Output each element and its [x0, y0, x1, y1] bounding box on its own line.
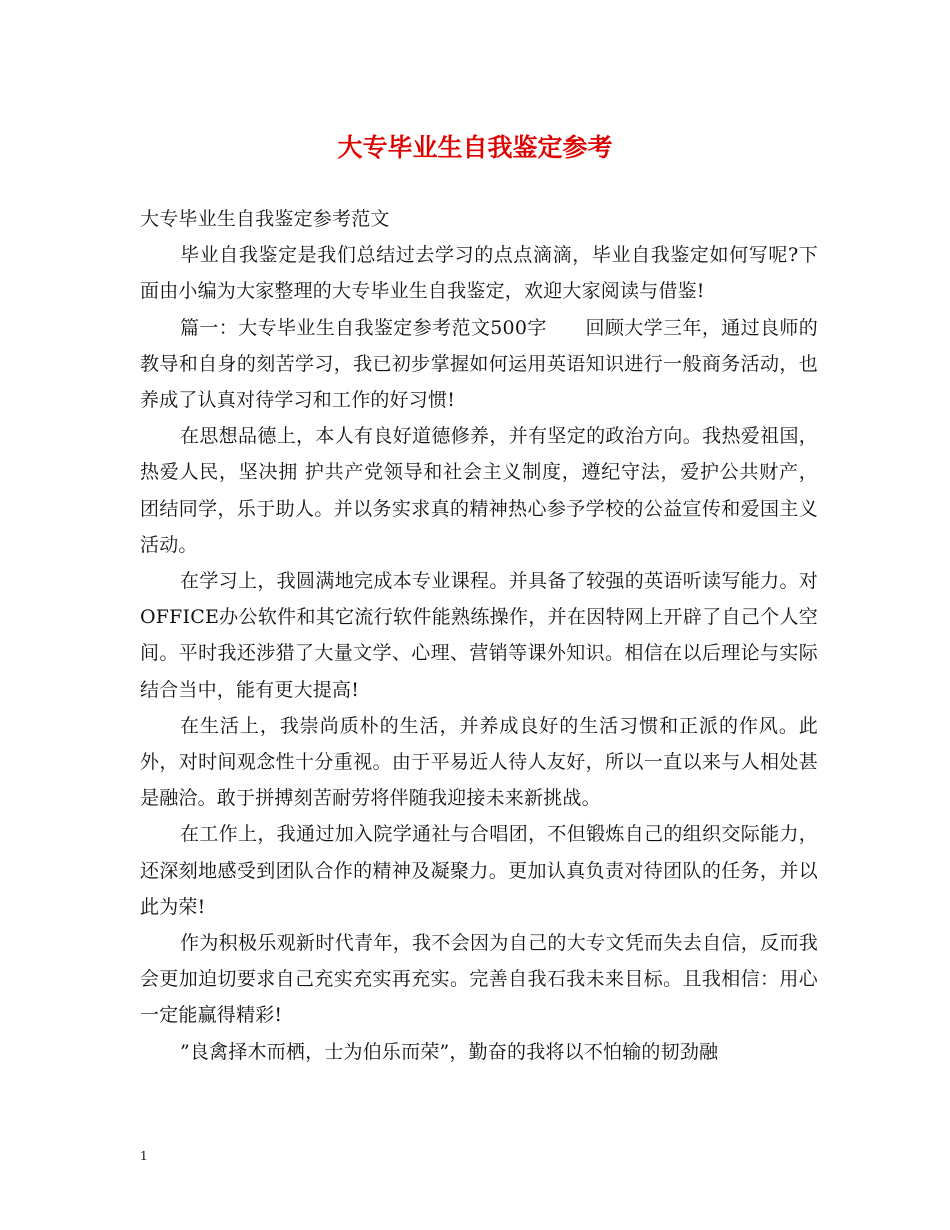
- paragraph-outlook: 作为积极乐观新时代青年，我不会因为自己的大专文凭而失去自信，反而我会更加迫切要求自己充实充实再充实。完善自我石我未来目标。且我相信：用心一定能赢得精彩!: [140, 932, 818, 1027]
- paragraph-life: 在生活上，我崇尚质朴的生活，并养成良好的生活习惯和正派的作风。此外，对时间观念性十分重视。由于平易近人待人友好，所以一直以来与人相处甚是融洽。敢于拼搏刻苦耐劳将伴随我迎接未来新挑战。: [140, 714, 818, 810]
- paragraph-morality: 在思想品德上，本人有良好道德修养，并有坚定的政治方向。我热爱祖国，热爱人民，坚决拥 护共产党领导和社会主义制度，遵纪守法，爱护公共财产，团结同学，乐于助人。并以务实求真的精神热心参予学校的公益宣传和爱国主义活动。: [140, 425, 818, 556]
- paragraph-intro: 毕业自我鉴定是我们总结过去学习的点点滴滴，毕业自我鉴定如何写呢?下面由小编为大家整理的大专毕业生自我鉴定，欢迎大家阅读与借鉴!: [140, 244, 818, 303]
- document-body: [140, 201, 818, 1070]
- paragraph-work: 在工作上，我通过加入院学通社与合唱团，不但锻炼自己的组织交际能力，还深刻地感受到团队合作的精神及凝聚力。更加认真负责对待团队的任务，并以此为荣!: [140, 823, 818, 918]
- document-title: 大专毕业生自我鉴定参考: [337, 133, 613, 162]
- paragraph-chapter-one: 篇一：大专毕业生自我鉴定参考范文500字 回顾大学三年，通过良师的教导和自身的刻苦学习，我已初步掌握如何运用英语知识进行一般商务活动，也养成了认真对待学习和工作的好习惯!: [140, 316, 818, 412]
- paragraph-subtitle: 大专毕业生自我鉴定参考范文: [140, 208, 390, 230]
- paragraph-closing: ”良禽择木而栖，士为伯乐而荣”，勤奋的我将以不怕输的韧劲融: [180, 1040, 719, 1063]
- page-number: 1: [140, 1149, 148, 1163]
- paragraph-study: 在学习上，我圆满地完成本专业课程。并具备了较强的英语听读写能力。对OFFICE办公软件和其它流行软件能熟练操作，并在因特网上开辟了自己个人空间。平时我还涉猎了大量文学、心理、营销等课外知识。相信在以后理论与实际结合当中，能有更大提高!: [140, 570, 818, 701]
